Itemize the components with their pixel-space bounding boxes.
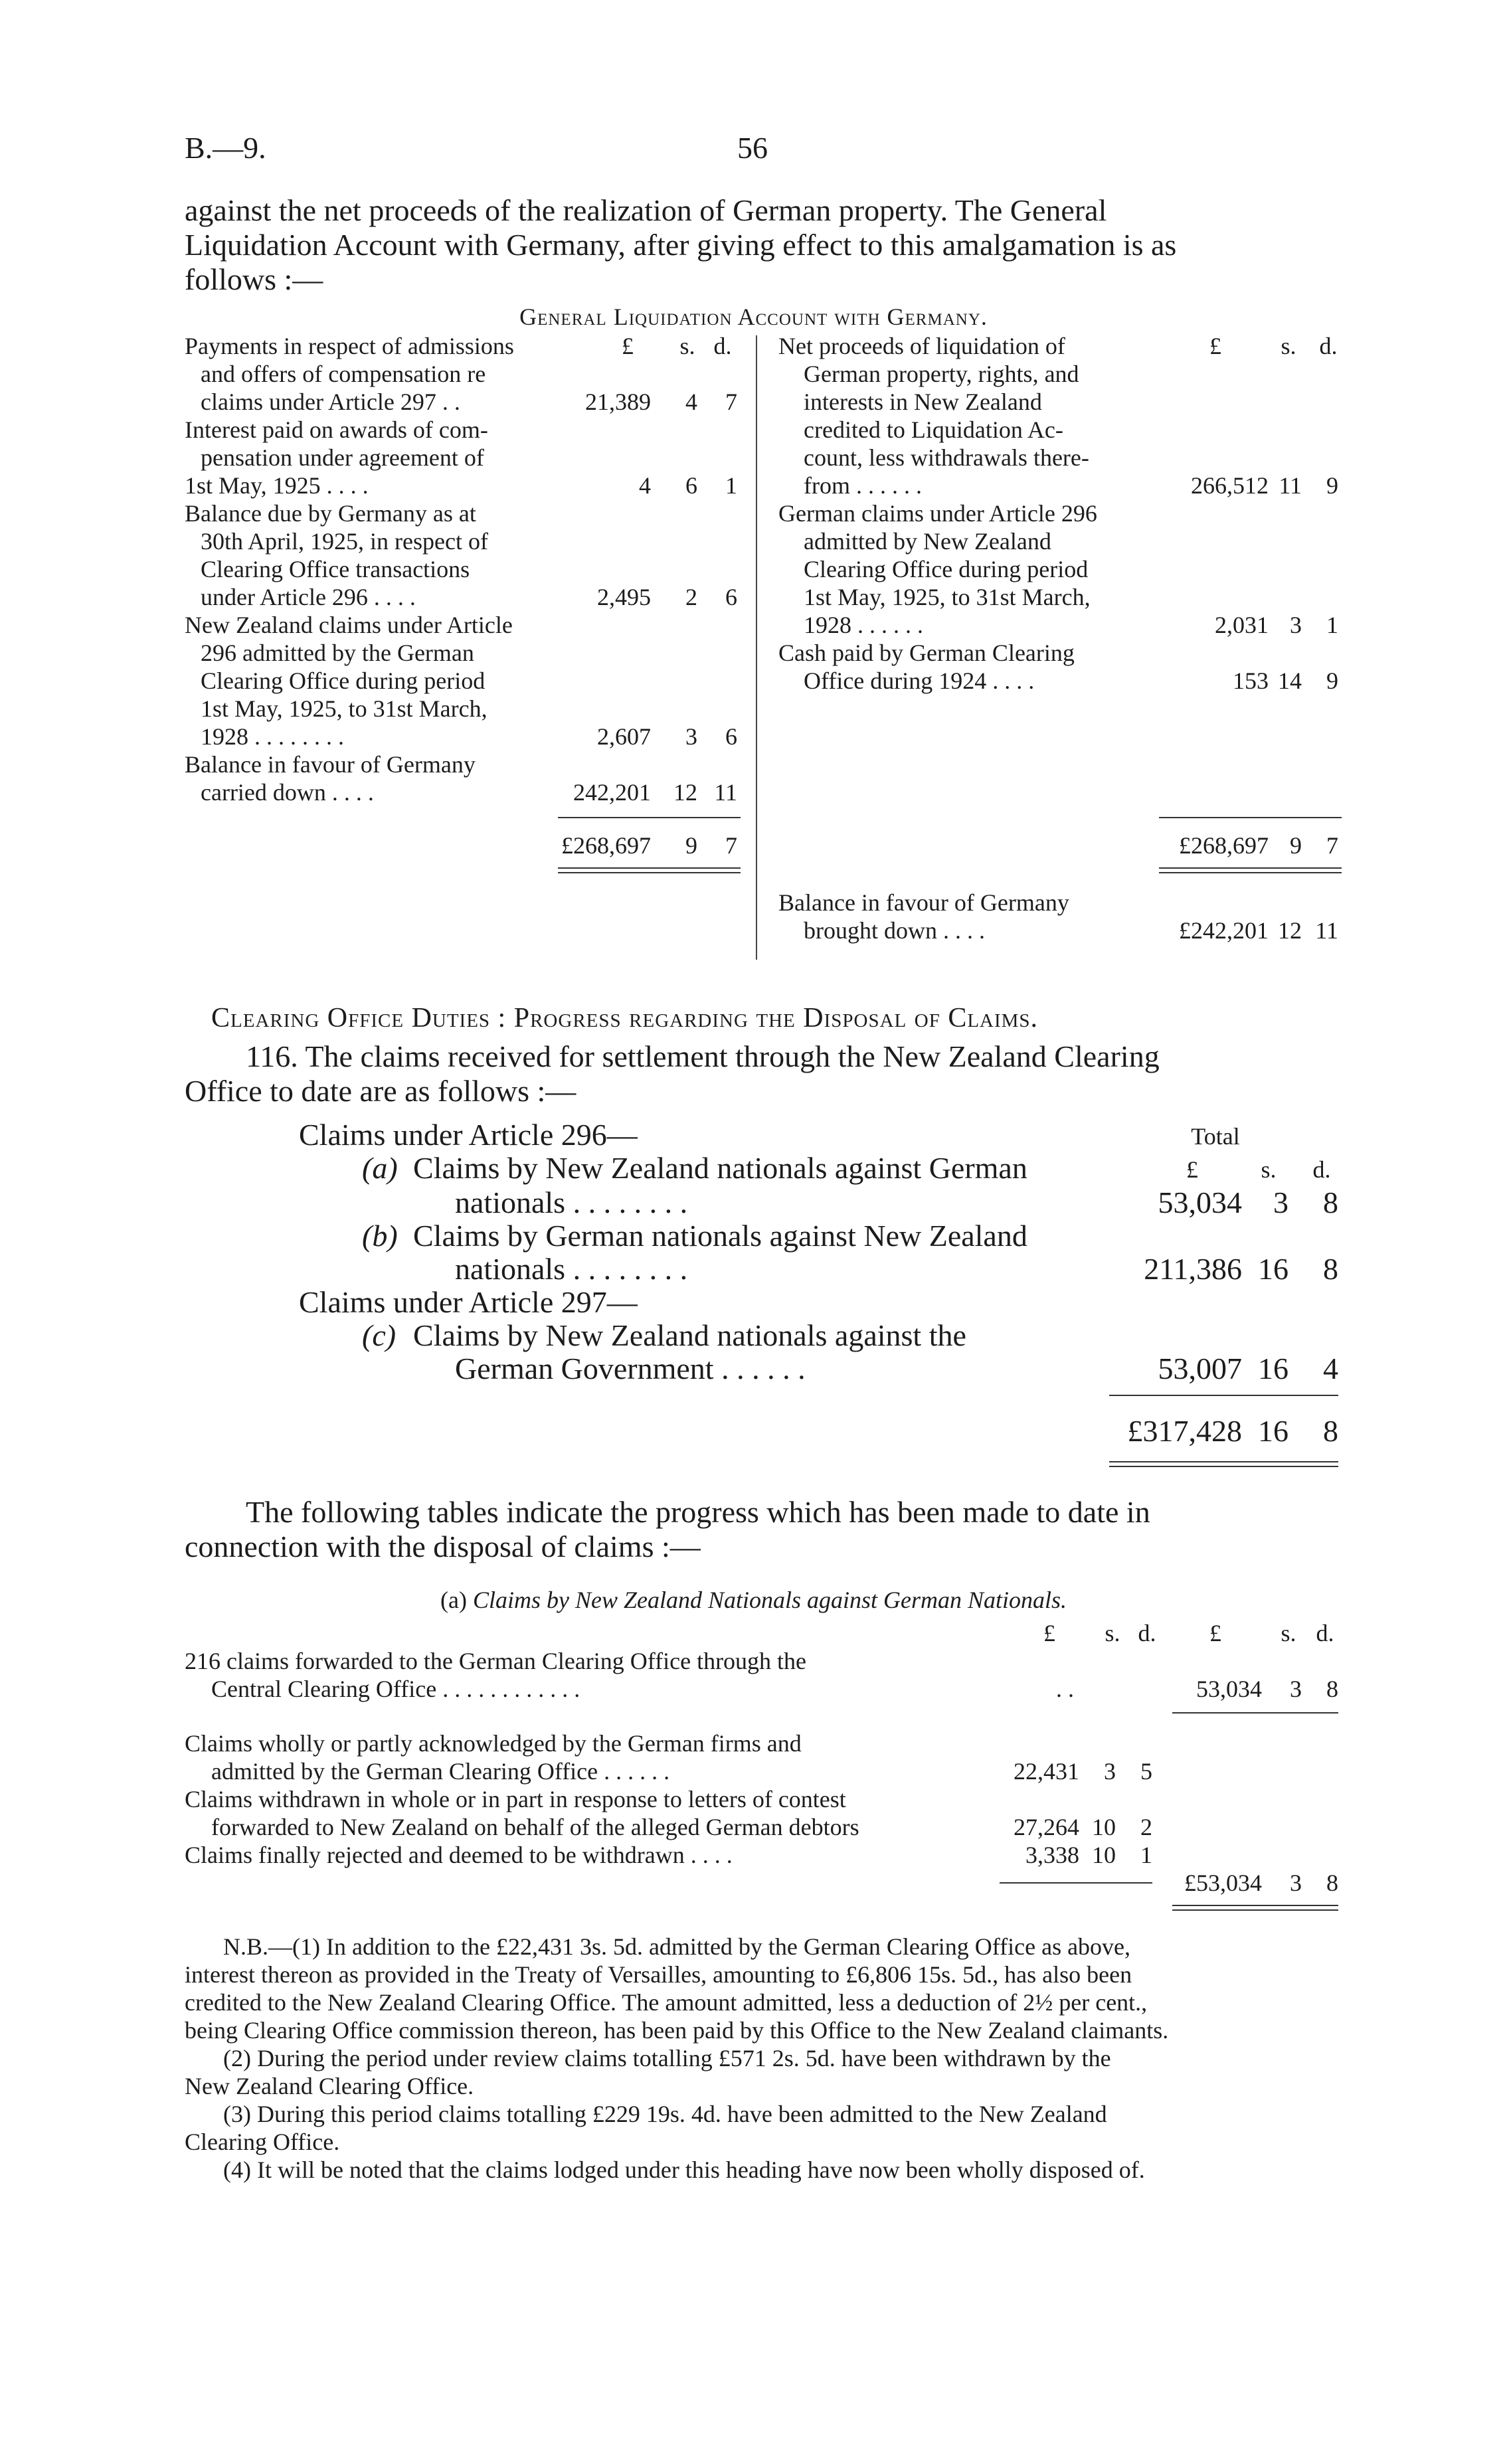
right-item-pounds: 153 xyxy=(1233,667,1269,694)
table-a-row-d: 8 xyxy=(1326,1676,1338,1702)
table-a-row-d: 1 xyxy=(1140,1842,1152,1868)
left-item-d: 6 xyxy=(725,584,737,610)
right-total-d: 7 xyxy=(1326,832,1338,859)
left-item-line: Clearing Office during period xyxy=(201,667,486,694)
right-col-s: s. xyxy=(1281,333,1296,359)
clearing-col-s: s. xyxy=(1261,1156,1277,1183)
left-total-double-rule xyxy=(558,867,741,873)
table-a-row-line: forwarded to New Zealand on behalf of the alleged German debtors xyxy=(211,1814,859,1840)
table-a-row-d: 2 xyxy=(1140,1814,1152,1840)
right-item-s: 11 xyxy=(1279,472,1302,499)
table-a-col-s-1: s. xyxy=(1105,1620,1120,1646)
intro-line-1: against the net proceeds of the realization of German property. The General xyxy=(185,193,1107,227)
table-a-label: (a) xyxy=(440,1587,467,1613)
claim-b-line-1: Claims by German nationals against New Zealand xyxy=(413,1219,1027,1253)
left-item-s: 4 xyxy=(685,389,697,415)
table-a-row-pounds: 53,034 xyxy=(1196,1676,1262,1702)
right-item-line: from . . . . . . xyxy=(804,472,922,499)
page-number: 56 xyxy=(737,131,768,165)
left-item-pounds: 242,201 xyxy=(573,779,651,806)
note-line: being Clearing Office commission thereon, has been paid by this Office to the New Zealand claimants. xyxy=(185,2017,1169,2044)
clearing-total-d: 8 xyxy=(1323,1414,1338,1448)
left-item-line: 1928 . . . . . . . . xyxy=(201,723,344,750)
note-line: (3) During this period claims totalling £229 19s. 4d. have been admitted to the New Zealand xyxy=(223,2101,1107,2127)
left-item-line: under Article 296 . . . . xyxy=(201,584,416,610)
table-a-col-pound-1: £ xyxy=(1043,1620,1055,1646)
right-item-line: Office during 1924 . . . . xyxy=(804,667,1035,694)
right-item-line: 1928 . . . . . . xyxy=(804,612,923,638)
claim-a-letter: (a) xyxy=(362,1151,398,1185)
table-a-col-s-2: s. xyxy=(1281,1620,1296,1646)
right-item-d: 9 xyxy=(1326,472,1338,499)
table-a-row-pounds: 3,338 xyxy=(1025,1842,1079,1868)
left-total-d: 7 xyxy=(725,832,737,859)
left-col-pound: £ xyxy=(622,333,634,359)
left-item-line: 1st May, 1925, to 31st March, xyxy=(201,695,488,722)
table-a-col-pound-2: £ xyxy=(1209,1620,1221,1646)
right-item-line: German claims under Article 296 xyxy=(778,500,1097,527)
left-item-pounds: 2,607 xyxy=(597,723,651,750)
claim-b-letter: (b) xyxy=(362,1219,398,1253)
table-a-row-line: admitted by the German Clearing Office . . . . . . xyxy=(211,1758,670,1785)
note-line: N.B.—(1) In addition to the £22,431 3s. 5d. admitted by the German Clearing Office as above, xyxy=(223,1933,1131,1960)
clearing-total-rule xyxy=(1109,1395,1338,1396)
left-total-s: 9 xyxy=(685,832,697,859)
table-a-row-pounds: 27,264 xyxy=(1014,1814,1079,1840)
left-item-d: 11 xyxy=(714,779,737,806)
left-item-line: New Zealand claims under Article xyxy=(185,612,513,638)
right-item-line: Net proceeds of liquidation of xyxy=(778,333,1065,359)
note-line: (2) During the period under review claims totalling £571 2s. 5d. have been withdrawn by the xyxy=(223,2045,1111,2071)
left-item-s: 6 xyxy=(685,472,697,499)
table-a-row-line: Claims wholly or partly acknowledged by the German firms and xyxy=(185,1730,802,1757)
left-item-line: Payments in respect of admissions xyxy=(185,333,514,359)
table-a-row-s: 10 xyxy=(1092,1842,1116,1868)
claim-a-line-2: nationals . . . . . . . . xyxy=(455,1186,688,1219)
brought-down-line: brought down . . . . xyxy=(804,917,985,944)
claim-a-line-1: Claims by New Zealand nationals against German xyxy=(413,1151,1027,1185)
clearing-total-double-rule xyxy=(1109,1461,1338,1467)
article-296-heading: Claims under Article 296— xyxy=(299,1118,638,1152)
table-a-row-s: 3 xyxy=(1104,1758,1116,1785)
left-item-s: 12 xyxy=(673,779,697,806)
claim-c-line-1: Claims by New Zealand nationals against the xyxy=(413,1318,966,1352)
left-item-d: 7 xyxy=(725,389,737,415)
table-a-col-d-1: d. xyxy=(1138,1620,1156,1646)
right-item-d: 1 xyxy=(1326,612,1338,638)
left-item-line: pensation under agreement of xyxy=(201,444,484,471)
claim-b-label xyxy=(362,1219,398,1253)
claim-c-letter: (c) xyxy=(362,1318,397,1352)
progress-para-line-1: The following tables indicate the progress which has been made to date in xyxy=(246,1495,1150,1529)
clearing-col-d: d. xyxy=(1312,1156,1331,1183)
brought-down-line: Balance in favour of Germany xyxy=(778,889,1069,916)
left-item-line: 1st May, 1925 . . . . xyxy=(185,472,369,499)
left-item-line: Clearing Office transactions xyxy=(201,556,470,582)
claim-b-line-2: nationals . . . . . . . . xyxy=(455,1252,688,1286)
claim-b-d: 8 xyxy=(1323,1252,1338,1286)
right-item-pounds: 2,031 xyxy=(1215,612,1269,638)
left-item-d: 1 xyxy=(725,472,737,499)
right-item-line: Cash paid by German Clearing xyxy=(778,640,1075,666)
note-line: Clearing Office. xyxy=(185,2129,340,2155)
right-total-double-rule xyxy=(1159,867,1342,873)
clearing-total-pounds: £317,428 xyxy=(1127,1414,1242,1448)
claim-c-label xyxy=(362,1319,396,1352)
brought-down-d: 11 xyxy=(1315,917,1338,944)
total-column-heading: Total xyxy=(1191,1123,1240,1150)
left-item-line: and offers of compensation re xyxy=(201,361,486,387)
table-a-row-pounds: 22,431 xyxy=(1014,1758,1079,1785)
right-item-s: 14 xyxy=(1278,667,1302,694)
right-item-s: 3 xyxy=(1290,612,1302,638)
left-item-line: claims under Article 297 . . xyxy=(201,389,460,415)
claim-b-s: 16 xyxy=(1258,1252,1288,1286)
clearing-para-line-1: 116. The claims received for settlement through the New Zealand Clearing xyxy=(246,1039,1160,1073)
left-total-pounds: £268,697 xyxy=(561,832,651,859)
table-a-total-d: 8 xyxy=(1326,1870,1338,1896)
left-item-s: 2 xyxy=(685,584,697,610)
article-297-heading: Claims under Article 297— xyxy=(299,1285,638,1319)
right-item-line: count, less withdrawals there- xyxy=(804,444,1089,471)
claim-c-pounds: 53,007 xyxy=(1158,1352,1242,1385)
right-item-line: interests in New Zealand xyxy=(804,389,1042,415)
table-a-row-line: Claims withdrawn in whole or in part in response to letters of contest xyxy=(185,1786,846,1812)
left-item-pounds: 21,389 xyxy=(585,389,651,415)
account-divider xyxy=(756,335,757,960)
right-col-d: d. xyxy=(1319,333,1338,359)
left-item-line: carried down . . . . xyxy=(201,779,374,806)
claim-c-d: 4 xyxy=(1323,1352,1338,1385)
table-a-row-leader: . . xyxy=(1056,1676,1074,1702)
left-item-pounds: 4 xyxy=(639,472,651,499)
left-col-d: d. xyxy=(713,333,732,359)
right-total-rule xyxy=(1159,817,1342,818)
table-a-total-double-rule xyxy=(1172,1905,1338,1911)
claim-a-s: 3 xyxy=(1273,1186,1288,1219)
table-a-row-s: 10 xyxy=(1092,1814,1116,1840)
table-a-title xyxy=(0,1586,1507,1614)
brought-down-s: 12 xyxy=(1278,917,1302,944)
left-item-line: Balance in favour of Germany xyxy=(185,751,476,778)
right-item-line: admitted by New Zealand xyxy=(804,528,1051,555)
table-a-row-d: 5 xyxy=(1140,1758,1152,1785)
note-line: New Zealand Clearing Office. xyxy=(185,2073,474,2099)
table-a-total-pounds: £53,034 xyxy=(1184,1870,1262,1896)
table-a-rule-1 xyxy=(1172,1712,1338,1714)
intro-line-2: Liquidation Account with Germany, after giving effect to this amalgamation is as xyxy=(185,228,1177,262)
right-item-line: credited to Liquidation Ac- xyxy=(804,416,1063,443)
left-item-d: 6 xyxy=(725,723,737,750)
right-item-line: Clearing Office during period xyxy=(804,556,1089,582)
progress-para-line-2: connection with the disposal of claims :— xyxy=(185,1530,701,1563)
table-a-row-line: Claims finally rejected and deemed to be withdrawn . . . . xyxy=(185,1842,733,1868)
table-a-col-d-2: d. xyxy=(1316,1620,1334,1646)
clearing-col-pound: £ xyxy=(1186,1156,1198,1183)
claim-b-pounds: 211,386 xyxy=(1144,1252,1242,1286)
left-item-pounds: 2,495 xyxy=(597,584,651,610)
table-a-total-s: 3 xyxy=(1290,1870,1302,1896)
right-total-pounds: £268,697 xyxy=(1179,832,1269,859)
table-a-row-line: 216 claims forwarded to the German Clearing Office through the xyxy=(185,1648,807,1674)
table-a-heading: Claims by New Zealand Nationals against German Nationals. xyxy=(472,1587,1067,1613)
table-a-row-line: Central Clearing Office . . . . . . . . . . . . xyxy=(211,1676,580,1702)
right-item-line: 1st May, 1925, to 31st March, xyxy=(804,584,1091,610)
left-col-s: s. xyxy=(679,333,695,359)
claim-a-label xyxy=(362,1152,398,1185)
claim-a-d: 8 xyxy=(1323,1186,1338,1219)
left-item-line: Balance due by Germany as at xyxy=(185,500,476,527)
right-item-d: 9 xyxy=(1326,667,1338,694)
table-a-row-s: 3 xyxy=(1290,1676,1302,1702)
clearing-para-line-2: Office to date are as follows :— xyxy=(185,1074,576,1108)
right-item-line: German property, rights, and xyxy=(804,361,1079,387)
left-item-line: 296 admitted by the German xyxy=(201,640,474,666)
right-total-s: 9 xyxy=(1290,832,1302,859)
intro-line-3: follows :— xyxy=(185,262,323,296)
note-line: (4) It will be noted that the claims lodged under this heading have now been wholly disposed of. xyxy=(223,2156,1145,2183)
right-item-pounds: 266,512 xyxy=(1191,472,1269,499)
clearing-heading: Clearing Office Duties : Progress regarding the Disposal of Claims. xyxy=(211,1003,1039,1033)
right-col-pound: £ xyxy=(1209,333,1221,359)
note-line: interest thereon as provided in the Treaty of Versailles, amounting to £6,806 15s. 5d., has also been xyxy=(185,1961,1132,1988)
claim-a-pounds: 53,034 xyxy=(1158,1186,1242,1219)
clearing-total-s: 16 xyxy=(1258,1414,1288,1448)
document-reference: B.—9. xyxy=(185,131,266,165)
left-item-line: 30th April, 1925, in respect of xyxy=(201,528,488,555)
left-total-rule xyxy=(558,817,741,818)
note-line: credited to the New Zealand Clearing Office. The amount admitted, less a deduction of 2½ per cent., xyxy=(185,1989,1148,2016)
brought-down-pounds: £242,201 xyxy=(1179,917,1269,944)
claim-c-line-2: German Government . . . . . . xyxy=(455,1352,806,1385)
claim-c-s: 16 xyxy=(1258,1352,1288,1385)
left-item-s: 3 xyxy=(685,723,697,750)
account-title: General Liquidation Account with Germany. xyxy=(519,304,988,330)
left-item-line: Interest paid on awards of com- xyxy=(185,416,488,443)
